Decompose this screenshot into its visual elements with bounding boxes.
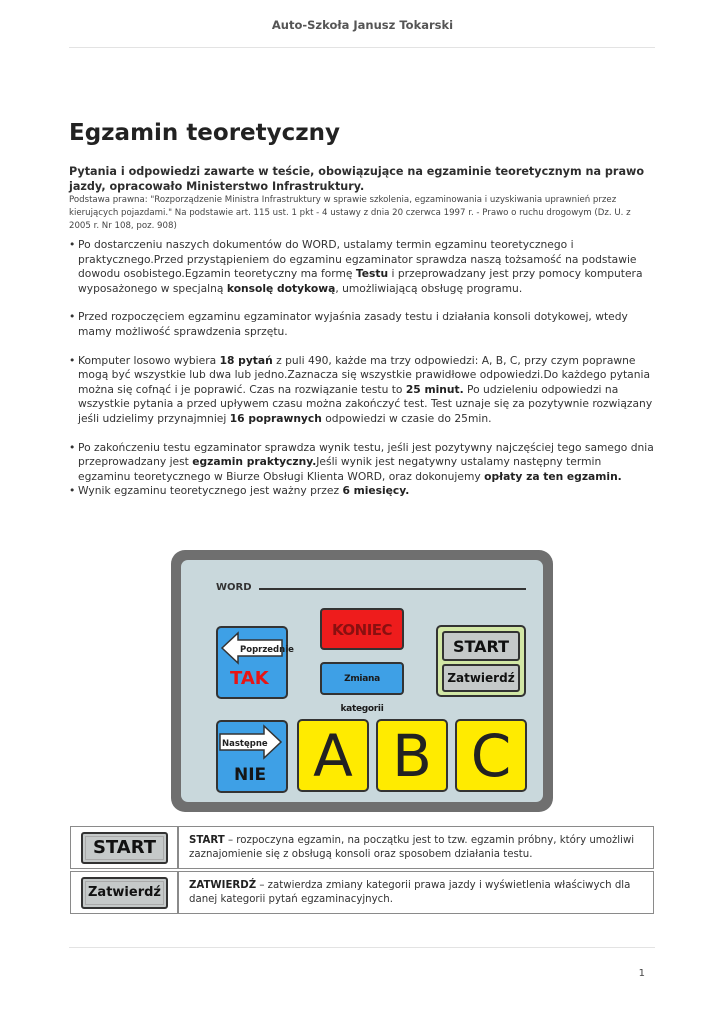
list-item: • Przed rozpoczęciem egzaminu egzaminator wyjaśnia zasady testu i działania konsoli dotykowej, wtedy mamy możliwość sprawdzenia sprzętu. <box>69 310 655 339</box>
legend-image-cell <box>70 871 178 914</box>
poprzednie-label: Poprzednie <box>240 645 294 655</box>
answer-b-key <box>376 719 448 792</box>
header-divider <box>69 47 655 48</box>
answer-c-key <box>455 719 527 792</box>
console-word-label: WORD <box>216 582 252 593</box>
table-row <box>70 871 654 914</box>
koniec-key-label: KONIEC <box>331 621 393 639</box>
zmiana-kategorii-key <box>320 662 404 714</box>
nie-key <box>216 720 288 793</box>
tak-label: TAK <box>230 668 269 689</box>
legend-image-cell <box>70 826 178 869</box>
answer-c-label: C <box>470 722 512 790</box>
legend-description: – rozpoczyna egzamin, na początku jest to tzw. egzamin próbny, który umożliwi zaznajomienie się z obsługą konsoli oraz sposobem działania testu. <box>189 835 635 860</box>
exam-console-illustration <box>171 550 553 812</box>
document-header: Auto-Szkoła Janusz Tokarski <box>271 18 454 32</box>
page-title: Egzamin teoretyczny <box>69 120 341 146</box>
legend-text-cell <box>178 871 654 914</box>
start-zatwierdz-group <box>436 625 526 697</box>
answer-a-label: A <box>313 722 353 790</box>
zatwierdz-key: Zatwierdź <box>442 664 520 692</box>
console-divider <box>259 588 526 590</box>
answer-a-key <box>297 719 369 792</box>
legal-basis: Podstawa prawna: "Rozporządzenie Ministra Infrastruktury w sprawie szkolenia, egzaminowania i uzyskiwania uprawnień przez kierujących pojazdami." Na podstawie art. 115 ust. 1 pkt - 4 ustawy z dnia 20 czerwca 1997 r. - Prawo o ruchu drogowym (Dz. U. z 2005 r. Nr 108, poz. 908) <box>69 195 631 231</box>
table-row <box>70 826 654 869</box>
left-arrow-icon <box>218 628 294 668</box>
list-item: • Komputer losowo wybiera 18 pytań z puli 490, każde ma trzy odpowiedzi: A, B, C, przy czym poprawne mogą być wszystkie lub dwa lub jedno.Zaznacza się wszystkie prawidłowe odpowiedzi.Do każdego pytania można się cofnąć i je poprawić. Czas na rozwiązanie testu to 25 minut. Po udzieleniu odpowiedzi na wszystkie pytania a przed upływem czasu można zakończyć test. Test uznaje się za pozytywnie rozwiązany jeśli udzielimy przynajmniej 16 poprawnych odpowiedzi w czasie do 25min. <box>69 354 655 427</box>
start-key: START <box>442 631 520 661</box>
list-item: • Wynik egzaminu teoretycznego jest ważny przez 6 miesięcy. <box>69 484 655 499</box>
tak-key <box>216 626 294 699</box>
start-button-image: START <box>81 832 168 864</box>
koniec-key <box>320 608 404 650</box>
legend-term: ZATWIERDŹ <box>189 880 257 891</box>
nie-label: NIE <box>234 765 267 785</box>
right-arrow-icon <box>218 722 286 762</box>
legend-text-cell <box>178 826 654 869</box>
zmiana-kategorii-label: Zmiana kategorii <box>340 674 384 714</box>
answer-b-label: B <box>392 722 432 790</box>
footer-divider <box>69 947 655 948</box>
exam-info-list <box>69 238 655 499</box>
list-item: • Po zakończeniu testu egzaminator sprawdza wynik testu, jeśli jest pozytywny najczęściej tego samego dnia przeprowadzany jest egzamin praktyczny.Jeśli wynik jest negatywny ustalamy następny termin egzaminu teoretycznego w Biurze Obsługi Klienta WORD, oraz dokonujemy opłaty za ten egzamin. <box>69 441 655 485</box>
console-panel <box>181 560 543 802</box>
button-legend-table <box>70 826 654 914</box>
lead-paragraph: Pytania i odpowiedzi zawarte w teście, obowiązujące na egzaminie teoretycznym na prawo jazdy, opracowało Ministerstwo Infrastruktury. <box>69 165 645 193</box>
legend-description: – zatwierdza zmiany kategorii prawa jazdy i wyświetlenia właściwych dla danej kategorii pytań egzaminacyjnych. <box>189 880 631 905</box>
legend-term: START <box>189 835 225 846</box>
zatwierdz-button-image: Zatwierdź <box>81 877 168 909</box>
nastepne-label: Następne <box>222 739 268 749</box>
list-item: • Po dostarczeniu naszych dokumentów do WORD, ustalamy termin egzaminu teoretycznego i praktycznego.Przed przystąpieniem do egzaminu egzaminator sprawdza naszą tożsamość na podstawie dowodu osobistego.Egzamin teoretyczny ma formę Testu i przeprowadzany jest przy pomocy komputera wyposażonego w specjalną konsolę dotykową, umożliwiającą obsługę programu. <box>69 238 655 296</box>
page-number: 1 <box>638 968 645 979</box>
